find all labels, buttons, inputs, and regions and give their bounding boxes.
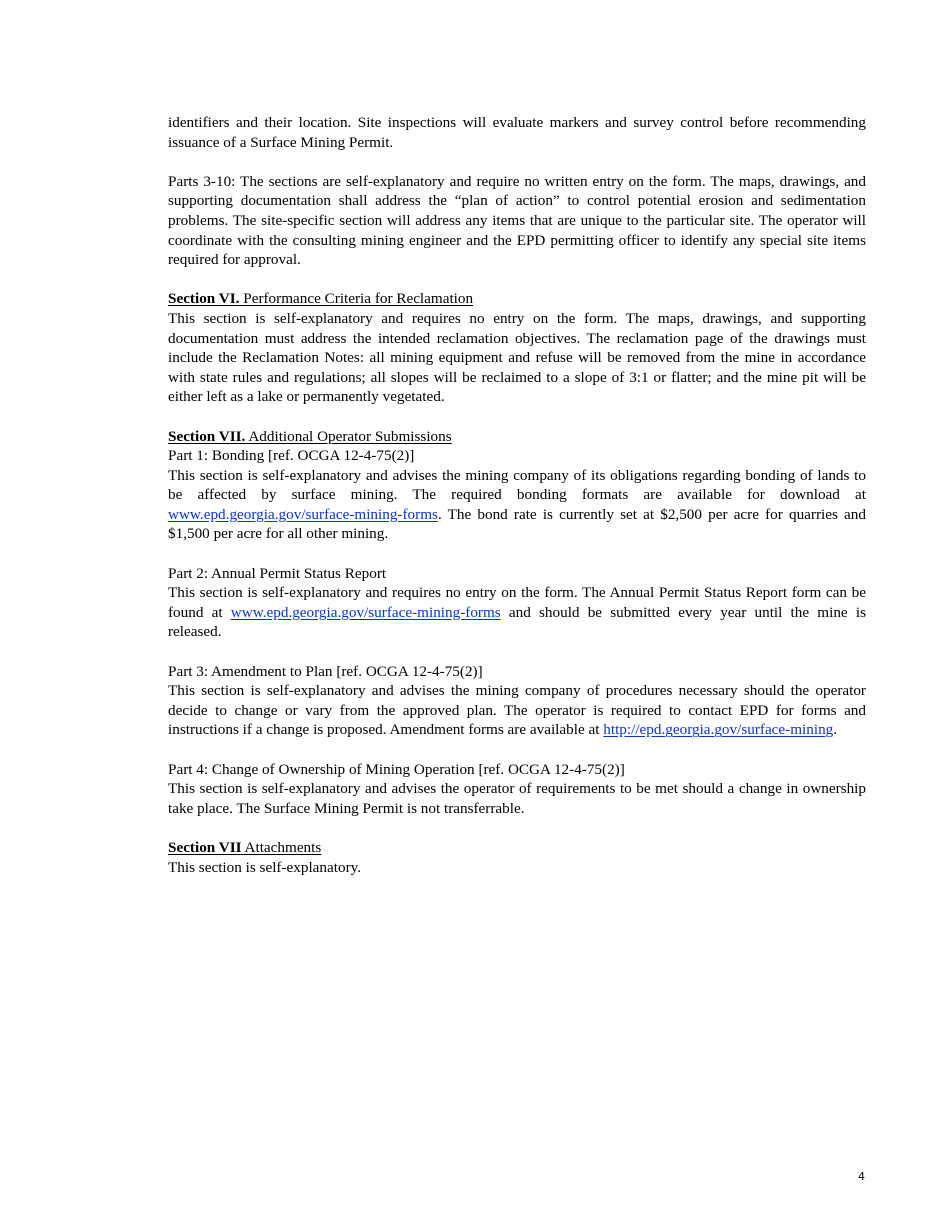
section-vi-paragraph: This section is self-explanatory and requires no entry on the form. The maps, drawings, and supporting documentation must address the intended reclamation objectives. The reclamation page of the drawings must include the Reclamation Notes: all mining equipment and refuse will be removed from the mine in accordance with state rules and regulations; all slopes will be reclaimed to a slope of 3:1 or flatter; and the mine pit will be either left as a lake or permanently vegetated. xyxy=(168,309,866,406)
part-4-paragraph: This section is self-explanatory and advises the operator of requirements to be met should a change in ownership take place. The Surface Mining Permit is not transferrable. xyxy=(168,780,866,817)
paragraph-gap xyxy=(168,740,866,760)
attachments-title: Attachments xyxy=(241,838,322,856)
document-body xyxy=(168,113,866,877)
part-2-forms-link[interactable]: www.epd.georgia.gov/surface-mining-forms xyxy=(230,603,501,621)
section-vii-heading xyxy=(168,427,866,447)
section-vi-label: Section VI. xyxy=(168,290,240,308)
part-2-paragraph xyxy=(168,583,866,642)
part-3-paragraph xyxy=(168,681,866,740)
attachments-label: Section VII xyxy=(168,838,242,856)
part-3-text-after: . xyxy=(833,721,838,739)
section-vi-title: Performance Criteria for Reclamation xyxy=(239,290,474,308)
paragraph-gap xyxy=(168,818,866,838)
attachments-heading xyxy=(168,838,866,858)
part-1-paragraph xyxy=(168,466,866,544)
paragraph-gap xyxy=(168,407,866,427)
part-2-text-before: This section is self-explanatory and requires no entry on the form. The Annual Permit Status Report form can be found at xyxy=(168,584,866,621)
part-1-text-before: This section is self-explanatory and advises the mining company of its obligations regarding bonding of lands to be affected by surface mining. The required bonding formats are available for download at xyxy=(168,466,866,504)
section-vii-label: Section VII. xyxy=(168,427,246,445)
part-3-surface-mining-link[interactable]: http://epd.georgia.gov/surface-mining xyxy=(603,721,834,739)
part-1-forms-link[interactable]: www.epd.georgia.gov/surface-mining-forms xyxy=(168,505,438,523)
intro-continuation-paragraph: identifiers and their location. Site inspections will evaluate markers and survey control before recommending issuance of a Surface Mining Permit. xyxy=(168,114,866,151)
part-3-heading: Part 3: Amendment to Plan [ref. OCGA 12-4-75(2)] xyxy=(168,662,483,680)
section-vii-title: Additional Operator Submissions xyxy=(245,427,452,445)
part-2-text-after: and should be submitted every year until the mine is released. xyxy=(168,603,866,641)
paragraph-gap xyxy=(168,544,866,564)
section-vi-heading xyxy=(168,289,866,309)
part-1-text-after: . The bond rate is currently set at $2,500 per acre for quarries and $1,500 per acre for all other mining. xyxy=(168,505,866,543)
paragraph-gap xyxy=(168,152,866,172)
paragraph-gap xyxy=(168,270,866,290)
paragraph-gap xyxy=(168,642,866,662)
part-1-heading: Part 1: Bonding [ref. OCGA 12-4-75(2)] xyxy=(168,447,415,465)
part-2-heading: Part 2: Annual Permit Status Report xyxy=(168,564,387,582)
part-4-heading: Part 4: Change of Ownership of Mining Operation [ref. OCGA 12-4-75(2)] xyxy=(168,760,625,778)
parts-3-10-paragraph: Parts 3-10: The sections are self-explanatory and require no written entry on the form. The maps, drawings, and supporting documentation shall address the “plan of action” to control potential erosion and sedimentation problems. The site-specific section will address any items that are unique to the particular site. The operator will coordinate with the consulting mining engineer and the EPD permitting officer to identify any special site items required for approval. xyxy=(168,172,866,269)
part-3-text-before: This section is self-explanatory and advises the mining company of procedures necessary should the operator decide to change or vary from the approved plan. The operator is required to contact EPD for forms and instructions if a change is proposed. Amendment forms are available at xyxy=(168,682,866,739)
page-number: 4 xyxy=(858,1170,865,1183)
attachments-paragraph: This section is self-explanatory. xyxy=(168,858,362,876)
